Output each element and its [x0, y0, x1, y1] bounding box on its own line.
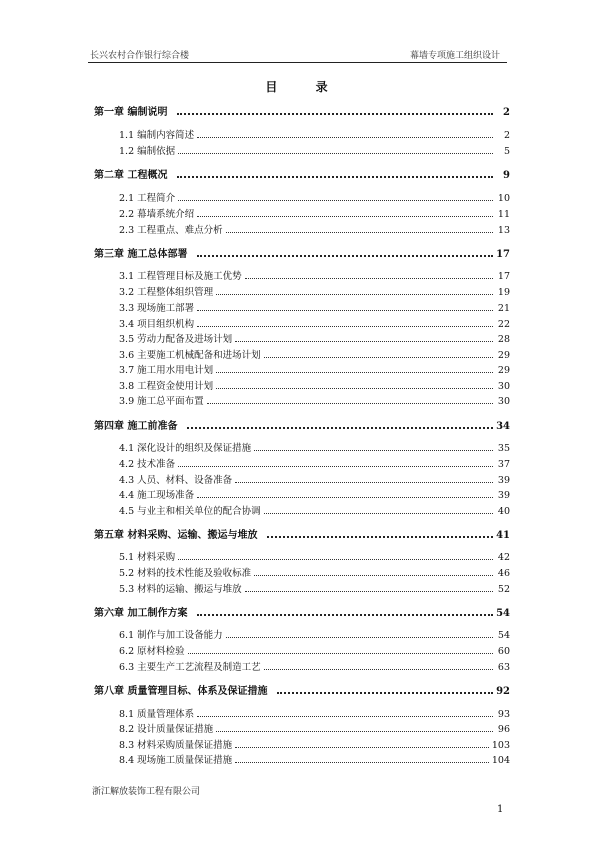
- toc-entry-page: 9: [503, 170, 510, 181]
- footer-company-name: 浙江解放装饰工程有限公司: [92, 787, 201, 797]
- toc-entry-page: 42: [497, 552, 510, 563]
- toc-section-entry[interactable]: [119, 627, 510, 641]
- toc-entry-page: 28: [497, 334, 510, 345]
- toc-entry-page: 37: [497, 459, 510, 470]
- toc-chapter-entry[interactable]: [94, 103, 510, 118]
- toc-entry-title: 5.1 材料采购: [119, 552, 176, 563]
- toc-entry-title: 1.1 编制内容简述: [119, 130, 195, 141]
- toc-entry-title: 8.4 现场施工质量保证措施: [119, 755, 233, 766]
- toc-entry-title: 第一章 编制说明: [94, 107, 168, 118]
- toc-dot-leader: [254, 575, 493, 576]
- toc-section-entry[interactable]: [119, 284, 510, 298]
- toc-section-entry[interactable]: [119, 721, 510, 735]
- toc-dot-leader: [235, 762, 489, 763]
- toc-dot-leader: [177, 176, 493, 178]
- toc-entry-page: 2: [503, 130, 510, 141]
- header-project-name: 长兴农村合作银行综合楼: [90, 51, 190, 61]
- toc-entry-title: 5.2 材料的技术性能及验收标准: [119, 568, 252, 579]
- title-part-1: 目: [265, 80, 280, 94]
- toc-entry-title: 3.1 工程管理目标及施工优势: [119, 271, 242, 282]
- toc-dot-leader: [267, 536, 493, 538]
- toc-entry-title: 第四章 施工前准备: [94, 421, 178, 432]
- toc-entry-title: 第五章 材料采购、运输、搬运与堆放: [94, 530, 258, 541]
- toc-entry-page: 10: [497, 193, 510, 204]
- toc-chapter-entry[interactable]: [94, 245, 510, 260]
- toc-section-entry[interactable]: [119, 393, 510, 407]
- toc-section-entry[interactable]: [119, 316, 510, 330]
- toc-dot-leader: [226, 637, 493, 638]
- toc-section-entry[interactable]: [119, 659, 510, 673]
- toc-dot-leader: [178, 153, 493, 154]
- toc-entry-page: 41: [496, 530, 510, 541]
- toc-dot-leader: [197, 497, 493, 498]
- toc-section-entry[interactable]: [119, 549, 510, 563]
- toc-entry-page: 30: [497, 396, 510, 407]
- toc-entry-title: 4.4 施工现场准备: [119, 490, 195, 501]
- toc-entry-page: 29: [497, 350, 510, 361]
- toc-entry-title: 8.2 设计质量保证措施: [119, 724, 214, 735]
- toc-section-entry[interactable]: [119, 362, 510, 376]
- toc-entry-title: 4.1 深化设计的组织及保证措施: [119, 443, 252, 454]
- toc-entry-page: 54: [497, 630, 510, 641]
- toc-section-entry[interactable]: [119, 127, 510, 141]
- toc-entry-page: 5: [503, 146, 510, 157]
- toc-section-entry[interactable]: [119, 456, 510, 470]
- toc-section-entry[interactable]: [119, 706, 510, 720]
- toc-dot-leader: [178, 200, 493, 201]
- toc-dot-leader: [197, 716, 493, 717]
- toc-entry-title: 4.5 与业主和相关单位的配合协调: [119, 506, 261, 517]
- toc-dot-leader: [216, 372, 493, 373]
- toc-dot-leader: [245, 591, 493, 592]
- toc-dot-leader: [187, 427, 493, 429]
- toc-section-entry[interactable]: [119, 331, 510, 345]
- toc-entry-title: 2.3 工程重点、难点分析: [119, 225, 223, 236]
- toc-section-entry[interactable]: [119, 737, 510, 751]
- toc-section-entry[interactable]: [119, 222, 510, 236]
- toc-entry-page: 93: [497, 709, 510, 720]
- toc-entry-page: 92: [496, 686, 510, 697]
- toc-dot-leader: [197, 137, 493, 138]
- toc-entry-title: 3.5 劳动力配备及进场计划: [119, 334, 233, 345]
- toc-entry-page: 35: [497, 443, 510, 454]
- toc-entry-page: 13: [497, 225, 510, 236]
- toc-dot-leader: [245, 278, 493, 279]
- page-number: 1: [497, 804, 504, 815]
- toc-entry-page: 39: [497, 490, 510, 501]
- toc-entry-title: 8.3 材料采购质量保证措施: [119, 740, 233, 751]
- toc-entry-page: 96: [497, 724, 510, 735]
- toc-entry-page: 104: [491, 755, 510, 766]
- toc-dot-leader: [254, 450, 493, 451]
- toc-entry-title: 第八章 质量管理目标、体系及保证措施: [94, 686, 268, 697]
- toc-entry-title: 8.1 质量管理体系: [119, 709, 195, 720]
- toc-dot-leader: [197, 326, 493, 327]
- toc-section-entry[interactable]: [119, 300, 510, 314]
- toc-section-entry[interactable]: [119, 565, 510, 579]
- toc-dot-leader: [216, 388, 493, 389]
- toc-dot-leader: [216, 294, 493, 295]
- toc-section-entry[interactable]: [119, 440, 510, 454]
- toc-dot-leader: [235, 341, 493, 342]
- toc-dot-leader: [264, 357, 493, 358]
- toc-section-entry[interactable]: [119, 503, 510, 517]
- toc-entry-page: 103: [491, 740, 510, 751]
- toc-entry-page: 63: [497, 662, 510, 673]
- toc-section-entry[interactable]: [119, 581, 510, 595]
- toc-section-entry[interactable]: [119, 347, 510, 361]
- toc-section-entry[interactable]: [119, 190, 510, 204]
- toc-dot-leader: [235, 482, 493, 483]
- toc-entry-title: 第二章 工程概况: [94, 170, 168, 181]
- toc-entry-page: 22: [497, 319, 510, 330]
- toc-entry-page: 40: [497, 506, 510, 517]
- toc-dot-leader: [277, 692, 493, 694]
- toc-entry-page: 29: [497, 365, 510, 376]
- toc-dot-leader: [216, 731, 493, 732]
- title-part-2: 录: [315, 80, 330, 94]
- toc-entry-title: 1.2 编制依据: [119, 146, 176, 157]
- toc-section-entry[interactable]: [119, 472, 510, 486]
- header-rule: [88, 62, 507, 63]
- toc-dot-leader: [207, 403, 493, 404]
- toc-entry-title: 第六章 加工制作方案: [94, 608, 188, 619]
- toc-entry-page: 46: [497, 568, 510, 579]
- toc-chapter-entry[interactable]: [94, 417, 510, 432]
- toc-entry-title: 第三章 施工总体部署: [94, 249, 188, 260]
- toc-section-entry[interactable]: [119, 206, 510, 220]
- toc-entry-page: 11: [497, 209, 510, 220]
- toc-entry-page: 21: [497, 303, 510, 314]
- toc-section-entry[interactable]: [119, 487, 510, 501]
- toc-dot-leader: [197, 310, 493, 311]
- toc-entry-title: 3.7 施工用水用电计划: [119, 365, 214, 376]
- toc-entry-title: 4.3 人员、材料、设备准备: [119, 475, 233, 486]
- toc-entry-title: 4.2 技术准备: [119, 459, 176, 470]
- toc-entry-title: 6.3 主要生产工艺流程及制造工艺: [119, 662, 261, 673]
- toc-entry-title: 3.6 主要施工机械配备和进场计划: [119, 350, 261, 361]
- toc-entry-title: 3.8 工程资金使用计划: [119, 381, 214, 392]
- toc-entry-page: 19: [497, 287, 510, 298]
- toc-dot-leader: [197, 216, 493, 217]
- toc-entry-title: 3.9 施工总平面布置: [119, 396, 204, 407]
- toc-chapter-entry[interactable]: [94, 166, 510, 181]
- toc-dot-leader: [235, 747, 489, 748]
- toc-dot-leader: [178, 559, 493, 560]
- toc-dot-leader: [178, 466, 493, 467]
- toc-section-entry[interactable]: [119, 143, 510, 157]
- toc-entry-title: 6.2 原材料检验: [119, 646, 185, 657]
- toc-entry-page: 30: [497, 381, 510, 392]
- toc-section-entry[interactable]: [119, 643, 510, 657]
- toc-chapter-entry[interactable]: [94, 682, 510, 697]
- toc-dot-leader: [226, 232, 493, 233]
- toc-entry-title: 2.1 工程简介: [119, 193, 176, 204]
- toc-chapter-entry[interactable]: [94, 526, 510, 541]
- toc-entry-page: 17: [497, 271, 510, 282]
- toc-entry-page: 17: [496, 249, 510, 260]
- toc-entry-page: 54: [496, 608, 510, 619]
- toc-dot-leader: [197, 255, 493, 257]
- toc-dot-leader: [188, 653, 493, 654]
- toc-dot-leader: [177, 113, 493, 115]
- toc-entry-title: 2.2 幕墙系统介绍: [119, 209, 195, 220]
- toc-chapter-entry[interactable]: [94, 604, 510, 619]
- toc-entry-title: 6.1 制作与加工设备能力: [119, 630, 223, 641]
- toc-entry-page: 39: [497, 475, 510, 486]
- toc-dot-leader: [264, 669, 493, 670]
- toc-section-entry[interactable]: [119, 752, 510, 766]
- toc-entry-page: 60: [497, 646, 510, 657]
- toc-dot-leader: [197, 614, 493, 616]
- toc-entry-title: 5.3 材料的运输、搬运与堆放: [119, 584, 242, 595]
- toc-entry-title: 3.3 现场施工部署: [119, 303, 195, 314]
- page-title: [0, 78, 595, 95]
- toc-entry-page: 2: [503, 107, 510, 118]
- toc-dot-leader: [264, 513, 493, 514]
- toc-entry-page: 34: [496, 421, 510, 432]
- toc-entry-page: 52: [497, 584, 510, 595]
- toc-entry-title: 3.4 项目组织机构: [119, 319, 195, 330]
- header-document-name: 幕墙专项施工组织设计: [409, 51, 500, 61]
- toc-entry-title: 3.2 工程整体组织管理: [119, 287, 214, 298]
- toc-section-entry[interactable]: [119, 378, 510, 392]
- toc-section-entry[interactable]: [119, 268, 510, 282]
